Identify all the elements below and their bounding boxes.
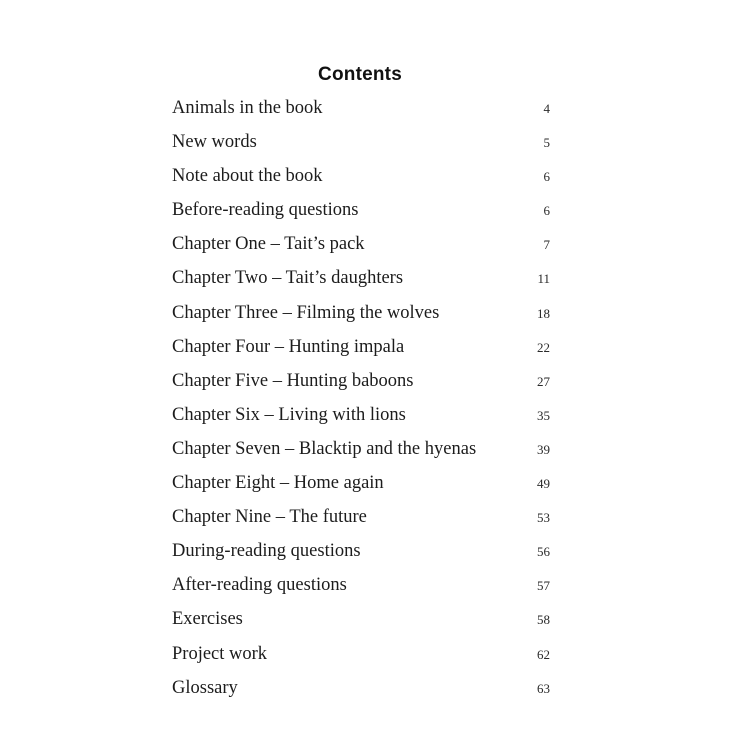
- toc-entry-page-number: 7: [543, 237, 550, 253]
- toc-entry-page-number: 5: [543, 135, 550, 151]
- toc-entry-label: Chapter Four – Hunting impala: [172, 336, 405, 357]
- toc-entry-label: Chapter Eight – Home again: [172, 473, 384, 494]
- toc-entry: [172, 471, 550, 505]
- toc-entry-label: Chapter Seven – Blacktip and the hyenas: [172, 438, 477, 459]
- toc-entry: [172, 164, 550, 198]
- toc-entry-page-number: 56: [537, 544, 550, 560]
- toc-entry-page-number: 22: [537, 339, 550, 355]
- toc-entry-page-number: 57: [537, 578, 550, 594]
- toc-entry: [172, 676, 550, 710]
- toc-entry: [172, 232, 550, 266]
- toc-entry: [172, 573, 550, 607]
- toc-entry-label: Note about the book: [172, 166, 323, 187]
- toc-entry-label: Chapter One – Tait’s pack: [172, 234, 365, 255]
- table-of-contents: [172, 96, 550, 710]
- toc-entry: [172, 539, 550, 573]
- toc-entry: [172, 130, 550, 164]
- toc-entry-label: Chapter Nine – The future: [172, 507, 367, 528]
- toc-entry-page-number: 63: [537, 680, 550, 696]
- toc-entry-label: Chapter Six – Living with lions: [172, 404, 406, 425]
- toc-entry-page-number: 39: [537, 441, 550, 457]
- toc-entry-label: Exercises: [172, 609, 243, 630]
- toc-entry-page-number: 62: [537, 646, 550, 662]
- toc-entry-page-number: 49: [537, 476, 550, 492]
- toc-entry: [172, 437, 550, 471]
- toc-entry-label: Before-reading questions: [172, 200, 359, 221]
- toc-entry: [172, 403, 550, 437]
- toc-entry-label: Glossary: [172, 677, 238, 698]
- toc-entry-page-number: 11: [537, 271, 550, 287]
- toc-entry: [172, 335, 550, 369]
- toc-entry: [172, 266, 550, 300]
- toc-entry-label: Animals in the book: [172, 98, 323, 118]
- toc-entry: [172, 642, 550, 676]
- toc-entry-label: Project work: [172, 643, 268, 664]
- toc-entry: [172, 198, 550, 232]
- toc-entry-label: After-reading questions: [172, 575, 347, 596]
- toc-entry-page-number: 35: [537, 407, 550, 423]
- toc-entry-label: New words: [172, 132, 257, 153]
- toc-entry: [172, 96, 550, 130]
- page-title: Contents: [318, 64, 402, 85]
- toc-entry-page-number: 6: [543, 203, 550, 219]
- toc-entry: [172, 301, 550, 335]
- toc-entry: [172, 505, 550, 539]
- toc-entry: [172, 607, 550, 641]
- toc-entry-page-number: 58: [537, 612, 550, 628]
- toc-entry-page-number: 6: [543, 169, 550, 185]
- toc-entry-label: Chapter Three – Filming the wolves: [172, 302, 440, 323]
- toc-entry-label: Chapter Two – Tait’s daughters: [172, 268, 404, 289]
- toc-entry-page-number: 53: [537, 510, 550, 526]
- toc-entry-label: During-reading questions: [172, 541, 361, 562]
- toc-entry-label: Chapter Five – Hunting baboons: [172, 370, 414, 391]
- toc-entry-page-number: 27: [537, 373, 550, 389]
- toc-entry-page-number: 4: [543, 101, 550, 116]
- toc-entry-page-number: 18: [537, 305, 550, 321]
- toc-entry: [172, 369, 550, 403]
